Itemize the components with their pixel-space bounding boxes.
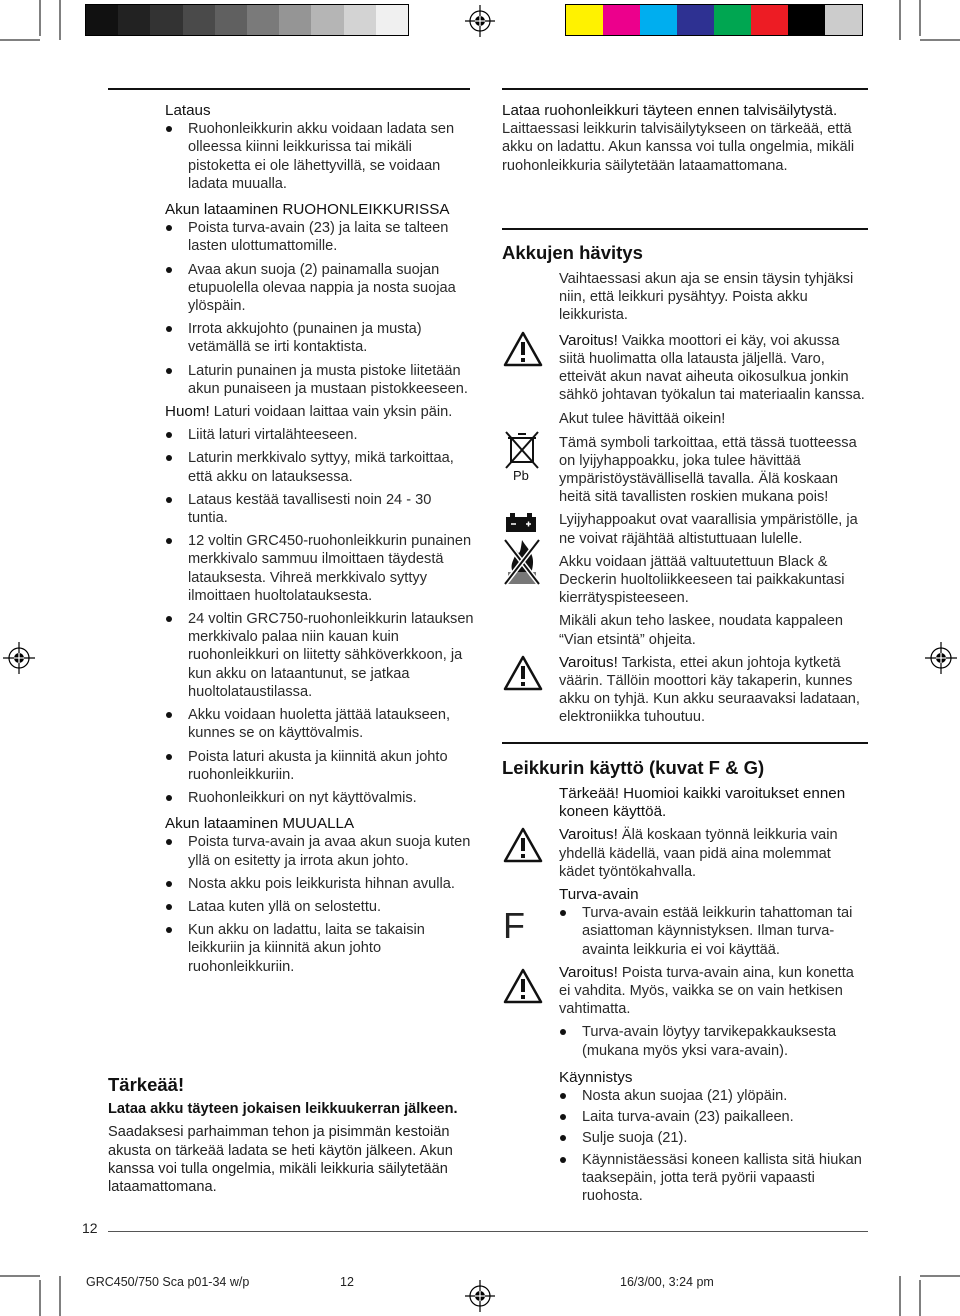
list-item: Laturin merkkivalo syttyy, mikä tarkoittaa, että akku on latauksessa.: [165, 449, 475, 485]
list-item: Poista turva-avain (23) ja laita se talteen lasten ulottumattomille.: [165, 219, 475, 255]
winter-text: Laittaessasi leikkurin talvisäilytykseen on tärkeää, että akku on ladattu. Akun kanssa voi tulla ongelmia, mikäli ruohonleikkuria säilytetään lataamattomana.: [502, 121, 855, 174]
top-rule-left: [108, 88, 470, 90]
crossed-bin-pb-icon: [503, 430, 541, 482]
disposal-body: [559, 270, 869, 727]
list-item: Turva-avain löytyy tarvikepakkauksesta (mukana myös yksi vara-avain).: [559, 1023, 869, 1059]
warning-label: Varoitus!: [559, 826, 618, 844]
page-number-rule: [108, 1231, 868, 1232]
disposal-p6: Mikäli akun teho laskee, noudata kappaleen “Vian etsintä” ohjeita.: [559, 613, 843, 648]
disposal-title: Akkujen hävitys: [502, 242, 643, 263]
huom-text: Laturi voidaan laittaa vain yksin päin.: [209, 404, 453, 421]
disposal-p2: Akut tulee hävittää oikein!: [559, 411, 726, 428]
warning-label: Varoitus!: [559, 653, 618, 671]
list-item: Ruohonleikkurin akku voidaan ladata sen olleessa kiinni leikkurissa tai mikäli pistoketta ei ole lähettyvillä, se voidaan ladata muualla.: [165, 120, 475, 193]
disposal-warning-2: [559, 654, 869, 727]
registration-target-icon: [925, 642, 957, 674]
list-item: Ruohonleikkuri on nyt käyttövalmis.: [165, 789, 475, 807]
important-title: Tärkeää!: [108, 1074, 185, 1095]
footer-slug-right: 16/3/00, 3:24 pm: [620, 1275, 714, 1289]
rule-usage: [502, 742, 868, 744]
pb-label: Pb: [513, 468, 529, 482]
usage-body: [559, 785, 869, 1205]
list-item: Käynnistäessäsi koneen kallista sitä hiukan taaksepäin, jotta terä pyörii vapaasti ruohosta.: [559, 1151, 869, 1206]
battery-icon: [504, 512, 538, 534]
list-item: Irrota akkujohto (punainen ja musta) vetämällä se irti kontaktista.: [165, 320, 475, 356]
warning-triangle-icon: [503, 827, 543, 863]
disposal-p4: Lyijyhappoakut ovat vaarallisia ympäristölle, ja ne voivat räjähtää altistuttuaan lulelle.: [559, 512, 858, 547]
figure-letter: F: [503, 905, 525, 946]
registration-target-icon: [465, 5, 495, 37]
section-title-in-mower: Akun lataaminen RUOHONLEIKKURISSA: [165, 201, 450, 219]
usage-warning-1: [559, 826, 869, 881]
important-subtitle: Lataa akku täyteen jokaisen leikkuukerran jälkeen.: [108, 1101, 458, 1118]
important-note: [108, 1076, 478, 1196]
warning-triangle-icon: [503, 655, 543, 691]
footer-slug-center: 12: [340, 1275, 354, 1289]
footer-slug-left: GRC450/750 Sca p01-34 w/p: [86, 1275, 250, 1289]
section-title-lataus: Lataus: [165, 102, 211, 119]
key-title: Turva-avain: [559, 886, 639, 904]
warning-triangle-icon: [503, 331, 543, 367]
list-item: Nosta akku pois leikkurista hihnan avulla.: [165, 875, 475, 893]
warning-triangle-icon: [503, 968, 543, 1004]
warning-text: Vaikka moottori ei käy, voi akussa siitä huolimatta olla latausta jäljellä. Varo, etteivät akun navat aiheuta oikosulkua jonkin sähkö johtavan työkalun tai materiaalin kanssa.: [559, 332, 865, 404]
disposal-p1: Vaihtaessasi akun aja se ensin täysin tyhjäksi niin, että leikkuri pysähtyy. Poista akku leikkurista.: [559, 271, 854, 324]
list-item: Turva-avain estää leikkurin tahattoman tai asiattoman käynnistyksen. Ilman turva-avainta leikkuria ei voi käyttää.: [559, 904, 869, 959]
usage-important: Tärkeää! Huomioi kaikki varoitukset ennen koneen käyttöä.: [559, 785, 846, 821]
disposal-p3: Tämä symboli tarkoittaa, että tässä tuotteessa on lyijyhappoakku, joka tulee hävittää ympäristöystävällisellä tavalla. Älä koskaan heitä sitä tavallisten roskien mukana pois!: [559, 434, 857, 506]
list-item: Poista laturi akusta ja kiinnitä akun johto ruohonleikkuriin.: [165, 748, 475, 784]
start-title: Käynnistys: [559, 1068, 633, 1086]
disposal-warning-1: [559, 332, 869, 405]
disposal-p5: Akku voidaan jättää valtuutettuun Black & Deckerin huoltoliikkeeseen tai paikkakuntasi kierrätyspisteeseen.: [559, 553, 845, 607]
usage-title: Leikkurin käyttö (kuvat F & G): [502, 757, 765, 778]
no-fire-icon: [502, 536, 542, 588]
list-item: Nosta akun suojaa (21) ylöpäin.: [559, 1087, 869, 1105]
warning-label: Varoitus!: [559, 963, 618, 981]
important-text: Saadaksesi parhaimman tehon ja pisimmän kestoiän akusta on tärkeää ladata se heti käytön jälkeen. Akun kanssa voi tulla ongelmia, mikäli leikkuria säilytetään lataamattomana.: [108, 1124, 453, 1196]
note-huom: [165, 403, 475, 421]
usage-warning-2: [559, 964, 869, 1019]
warning-text: Poista turva-avain aina, kun konetta ei vahdita. Myös, vaikka se on vain hetkisen vahtimatta.: [559, 964, 854, 1018]
page-number: 12: [82, 1220, 98, 1236]
list-item: Laturin punainen ja musta pistoke liitetään akun punaiseen ja mustaan pistokkeeseen.: [165, 362, 475, 398]
huom-label: Huom!: [165, 403, 210, 421]
rule-disposal: [502, 228, 868, 230]
list-item: Liitä laturi virtalähteeseen.: [165, 426, 475, 444]
registration-target-icon: [465, 1280, 495, 1312]
warning-label: Varoitus!: [559, 331, 618, 349]
section-title-elsewhere: Akun lataaminen MUUALLA: [165, 815, 355, 833]
list-item: 24 voltin GRC750-ruohonleikkurin latauksen merkkivalo palaa niin kauan kuin ruohonleikkuri on liitetty sähköverkkoon, ja kun akku on lataantunut, se jatkaa huoltolataustilassa.: [165, 610, 475, 701]
list-item: 12 voltin GRC450-ruohonleikkurin punainen merkkivalo sammuu ilmoittaen täydestä latauksesta. Vihreä merkkivalo syttyy ilmoittaen huoltolatauksesta.: [165, 532, 475, 605]
list-item: Kun akku on ladattu, laita se takaisin leikkuriin ja kiinnitä akun johto ruohonleikkuriin.: [165, 921, 475, 976]
top-rule-right: [502, 88, 868, 90]
list-item: Lataus kestää tavallisesti noin 24 - 30 tuntia.: [165, 491, 475, 527]
list-item: Laita turva-avain (23) paikalleen.: [559, 1108, 869, 1126]
list-item: Sulje suoja (21).: [559, 1129, 869, 1147]
warning-text: Tarkista, ettei akun johtoja kytketä väärin. Tällöin moottori käy takaperin, kunnes akku on tyhjä. Kun akku seuraavaksi ladataan, elektroniikka tuhoutuu.: [559, 654, 860, 726]
warning-text: Älä koskaan työnnä leikkuria vain yhdellä kädellä, vaan pidä aina molemmat kädet työntökahvalla.: [559, 827, 838, 880]
registration-target-icon: [3, 642, 35, 674]
list-item: Poista turva-avain ja avaa akun suoja kuten yllä on esitetty ja irrota akun johto.: [165, 833, 475, 869]
list-item: Lataa kuten yllä on selostettu.: [165, 898, 475, 916]
list-item: Akku voidaan huoletta jättää lataukseen, kunnes se on käyttövalmis.: [165, 706, 475, 742]
winter-title: Lataa ruohonleikkuri täyteen ennen talvisäilytystä.: [502, 102, 838, 119]
right-winter: [502, 102, 868, 175]
list-item: Avaa akun suoja (2) painamalla suojan etupuolella olevaa nappia ja nosta suojaa ylöspäin.: [165, 261, 475, 316]
left-column: [165, 102, 475, 976]
